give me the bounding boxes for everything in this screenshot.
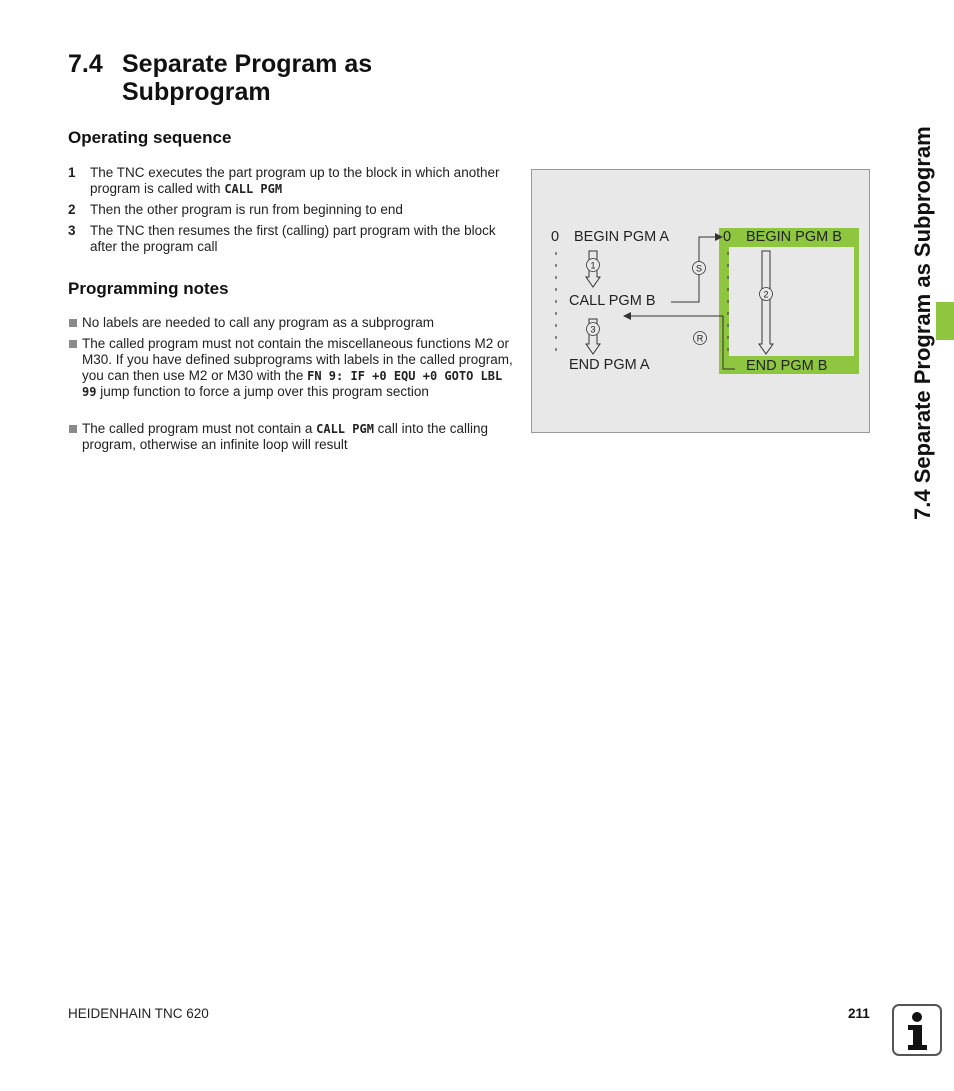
note-text: The called program must not contain a CALL PGM call into the calling program, otherwise an infinite loop will result bbox=[82, 421, 488, 452]
page-title: Separate Program as Subprogram bbox=[122, 50, 373, 106]
section-number: 7.4 bbox=[68, 50, 103, 78]
marker-3: 3 bbox=[590, 324, 596, 335]
info-icon bbox=[892, 1004, 942, 1056]
note-text: The called program must not contain the miscellaneous functions M2 or M30. If you have defined subprograms with labels in the called program, you can then use M2 or M30 with the FN 9: IF +0 EQU +0 GOTO LBL 99 jump function to force a jump over this program section bbox=[82, 336, 513, 399]
step-text: Then the other program is run from beginning to end bbox=[90, 202, 403, 217]
note-3 bbox=[68, 421, 513, 453]
bullet-icon bbox=[69, 319, 77, 327]
side-title: 7.4 Separate Program as Subprogram bbox=[910, 126, 935, 520]
bullet-icon bbox=[69, 425, 77, 433]
side-tab-marker bbox=[936, 302, 954, 340]
step-number: 2 bbox=[68, 202, 76, 217]
marker-r: R bbox=[696, 333, 704, 344]
pgm-a-end: END PGM A bbox=[569, 357, 650, 373]
step-2 bbox=[68, 202, 508, 218]
pgm-a-begin: BEGIN PGM A bbox=[574, 229, 670, 245]
note-1 bbox=[68, 315, 513, 331]
step-number: 3 bbox=[68, 223, 76, 238]
operating-sequence-heading: Operating sequence bbox=[68, 128, 232, 147]
pgm-b-body bbox=[727, 247, 854, 356]
pgm-b-zero: 0 bbox=[723, 229, 732, 245]
step-number: 1 bbox=[68, 165, 76, 180]
marker-s: S bbox=[695, 263, 703, 274]
pgm-a-zero: 0 bbox=[551, 229, 560, 245]
page-number: 211 bbox=[848, 1006, 870, 1021]
note-2 bbox=[68, 336, 513, 400]
code-fn9: FN 9: IF +0 EQU +0 GOTO LBL 99 bbox=[82, 369, 503, 399]
marker-2: 2 bbox=[763, 289, 769, 300]
code-call-pgm: CALL PGM bbox=[224, 182, 283, 196]
bullet-icon bbox=[69, 340, 77, 348]
step-text: The TNC executes the part program up to the block in which another program is called with CALL PGM bbox=[90, 165, 500, 196]
diagram-svg bbox=[531, 169, 870, 433]
marker-1: 1 bbox=[590, 260, 596, 271]
code-call-pgm: CALL PGM bbox=[316, 422, 374, 436]
footer-product: HEIDENHAIN TNC 620 bbox=[68, 1006, 209, 1021]
programming-notes-heading: Programming notes bbox=[68, 279, 229, 298]
pgm-a-call: CALL PGM B bbox=[569, 293, 656, 309]
subprogram-call-diagram bbox=[531, 169, 870, 433]
pgm-b-end: END PGM B bbox=[746, 358, 828, 374]
pgm-b-begin: BEGIN PGM B bbox=[746, 229, 842, 245]
step-1 bbox=[68, 165, 508, 197]
note-text: No labels are needed to call any program as a subprogram bbox=[82, 315, 434, 330]
info-icon-glyph bbox=[894, 1006, 940, 1054]
step-3 bbox=[68, 223, 508, 255]
step-text: The TNC then resumes the first (calling) part program with the block after the program call bbox=[90, 223, 496, 254]
